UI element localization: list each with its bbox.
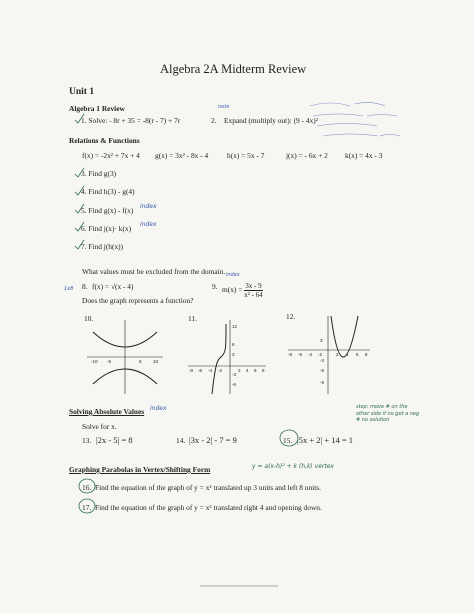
graph-10-tick-x: 10: [153, 359, 159, 364]
graph-11-tick-x: -4: [208, 368, 213, 373]
handwritten-note-p6: index: [140, 221, 157, 228]
problem-17-number: 17.: [82, 503, 92, 512]
graph-10-tick-x: -10: [91, 359, 98, 364]
problem-14-number: 14.: [176, 436, 186, 445]
graph-12-tick-y: -6: [320, 368, 325, 373]
domain-prompt: What values must be excluded from the domain.: [82, 267, 226, 276]
graph-11-tick-x: -6: [198, 368, 203, 373]
graph-11-tick-x: 2: [238, 368, 241, 373]
problem-15: |5x + 2| + 14 = 1: [297, 435, 354, 445]
graph-12-tick-x: 4: [346, 352, 349, 357]
graph-11-tick-y: 6: [232, 342, 235, 347]
section-absolute: Solving Absolute Values: [69, 407, 145, 416]
graph-10-label: 10.: [84, 314, 94, 323]
problem-9-number: 9.: [212, 282, 218, 291]
problem-16-number: 16.: [82, 483, 92, 492]
problem-8: f(x) = √(x - 4): [92, 282, 134, 291]
section-parabolas: Graphing Parabolas in Vertex/Shifting Form: [69, 465, 211, 474]
graph-12-tick-y: -3: [320, 358, 325, 363]
graph-12-tick-x: -2: [318, 352, 323, 357]
graph-12-tick-x: 2: [336, 352, 339, 357]
problem-13: |2x - 5| = 8: [96, 435, 133, 445]
graph-11-tick-x: 8: [262, 368, 265, 373]
handwritten-note-p2: note: [218, 104, 230, 110]
graph-12-tick-x: -6: [298, 352, 303, 357]
graph-11-tick-x: -8: [189, 368, 194, 373]
function-f: f(x) = -2x² + 7x + 4: [82, 151, 140, 160]
graph-12-tick-x: -8: [288, 352, 293, 357]
graph-10-tick-x: -5: [107, 359, 112, 364]
graph-11-tick-x: 6: [254, 368, 257, 373]
problem-9-denominator: x² - 64: [244, 291, 263, 299]
problem-3: 3. Find g(3): [81, 169, 117, 178]
problem-9-lhs: m(x) =: [222, 285, 243, 295]
graph-12-tick-x: 6: [356, 352, 359, 357]
graph-12-tick-x: 8: [365, 352, 368, 357]
graph-11-tick-y: -6: [232, 382, 237, 387]
handwritten-note-vertex: y = a(x-h)² + k (h,k) vertex: [252, 463, 334, 470]
problem-13-number: 13.: [82, 436, 92, 445]
graph-12-tick-y: -9: [320, 380, 325, 385]
graph-11-tick-y: -3: [232, 372, 237, 377]
handwritten-note-p8: 1x8: [64, 286, 74, 292]
handwritten-note-p9: index: [226, 272, 240, 278]
graph-prompt: Does the graph represents a function?: [82, 296, 194, 305]
graph-12-tick-x: -4: [308, 352, 313, 357]
function-j: j(x) = - 6x + 2: [286, 151, 328, 160]
function-g: g(x) = 3x² - 8x - 4: [155, 151, 209, 160]
problem-9: [222, 282, 263, 299]
section-relations: Relations & Functions: [69, 136, 140, 145]
unit-heading: Unit 1: [69, 87, 95, 97]
scratch-work: [305, 98, 415, 148]
graph-11-label: 11.: [188, 314, 197, 323]
problem-2: Expand (multiply out): (9 - 4x)²: [224, 116, 318, 125]
graph-11-tick-y: 12: [232, 324, 238, 329]
graph-11-tick-y: 3: [232, 352, 235, 357]
problem-9-fraction: [244, 282, 262, 299]
problem-4: 4. Find h(3) - g(4): [81, 187, 135, 196]
page-title: Algebra 2A Midterm Review: [160, 62, 307, 76]
section-algebra1: Algebra 1 Review: [69, 104, 125, 113]
solve-for-x: Solve for x.: [82, 422, 117, 431]
problem-14: |3x - 2| - 7 = 9: [189, 435, 237, 445]
handwritten-note-p5: index: [140, 203, 157, 210]
graph-10: [85, 318, 165, 396]
graph-11-tick-x: 4: [246, 368, 249, 373]
problem-15-number: 15.: [283, 436, 293, 445]
problem-6: 6. Find j(x)· k(x): [81, 224, 132, 233]
problem-8-number: 8.: [82, 282, 88, 291]
problem-1: 1. Solve: - 8r + 35 = -8(r - 7) + 7r: [81, 116, 181, 125]
handwritten-note-right: step: move # on the other side if no get a neg # no solution: [356, 404, 420, 423]
graph-12-label: 12.: [286, 312, 296, 321]
function-k: k(x) = 4x - 3: [345, 151, 383, 160]
circle-marks-16-17: [76, 476, 98, 516]
handwritten-note-abs: index: [150, 405, 167, 412]
problem-5: 5. Find g(x) - f(x): [81, 206, 134, 215]
problem-2-number: 2.: [211, 116, 217, 125]
circle-mark-15: [278, 428, 300, 448]
graph-12-tick-y: 3: [320, 338, 323, 343]
problem-7: 7. Find j(h(x)): [81, 242, 124, 251]
check-marks: [73, 110, 89, 260]
problem-17: Find the equation of the graph of y = x² translated right 4 and opening down.: [95, 503, 322, 512]
graph-12: [286, 314, 372, 396]
function-h: h(x) = 5x - 7: [227, 151, 265, 160]
bottom-divider: [200, 584, 280, 588]
problem-9-numerator: 3x - 9: [245, 282, 262, 290]
problem-16: Find the equation of the graph of y = x² translated up 3 units and left 8 units.: [95, 483, 322, 492]
graph-10-tick-x: 5: [139, 359, 142, 364]
graph-11: [186, 318, 268, 396]
graph-11-tick-x: -2: [218, 368, 223, 373]
